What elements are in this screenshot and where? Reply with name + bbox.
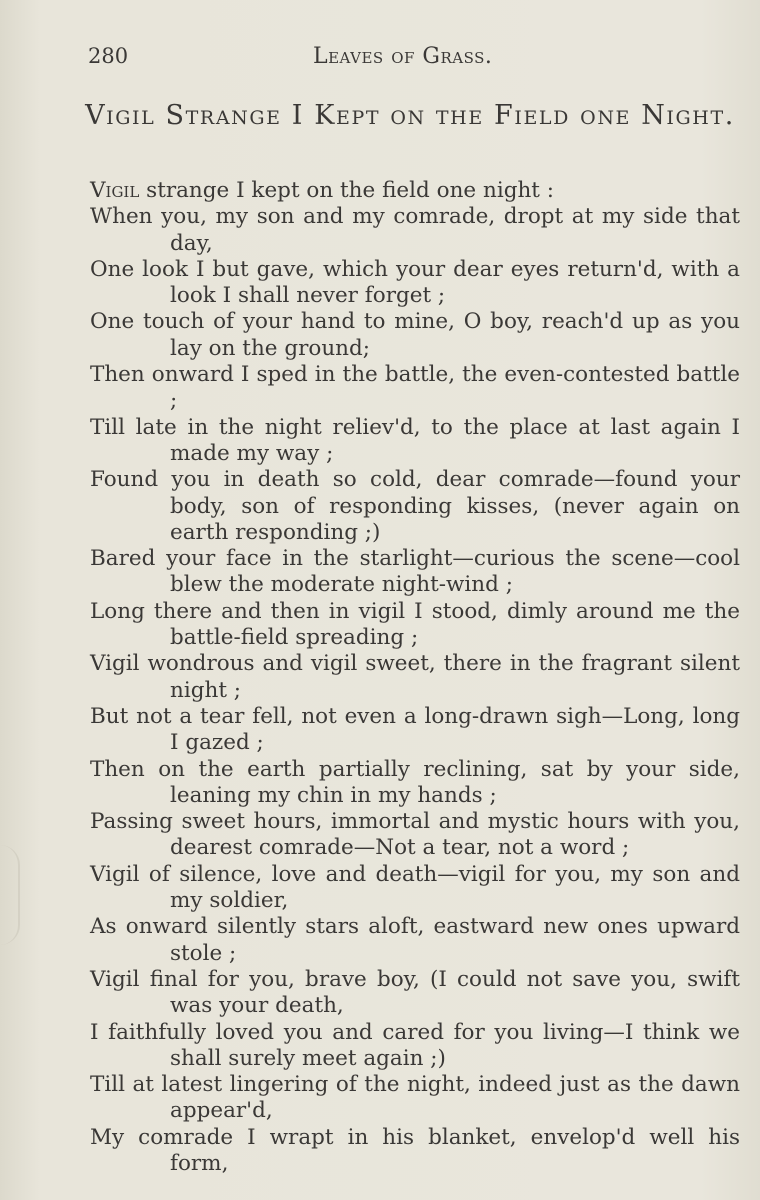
- poem-line: Vigil wondrous and vigil sweet, there in the fragrant silent night ;: [90, 651, 740, 703]
- poem-line: I faithfully loved you and cared for you living—I think we shall surely meet again ;): [90, 1019, 740, 1071]
- poem-line: [90, 178, 740, 204]
- poem-line-text: strange I kept on the field one night :: [139, 178, 555, 203]
- page-header: [88, 44, 730, 74]
- page-number: 280: [88, 44, 129, 68]
- poem-body: [90, 178, 740, 1177]
- poem-line: When you, my son and my comrade, dropt at my side that day,: [90, 204, 740, 256]
- page-edge-shadow: [0, 845, 20, 945]
- poem-line: My comrade I wrapt in his blanket, envelop'd well his form,: [90, 1124, 740, 1176]
- poem-line: Long there and then in vigil I stood, dimly around me the battle-field spreading ;: [90, 598, 740, 651]
- poem-line: Passing sweet hours, immortal and mystic hours with you, dearest comrade—Not a tear, not a word ;: [90, 809, 740, 861]
- poem-line: Then on the earth partially reclining, sat by your side, leaning my chin in my hands ;: [90, 756, 740, 808]
- poem-line: Bared your face in the starlight—curious the scene—cool blew the moderate night-wind ;: [90, 546, 740, 598]
- poem-first-word: Vigil: [90, 178, 140, 203]
- poem-line: But not a tear fell, not even a long-drawn sigh—Long, long I gazed ;: [90, 703, 740, 756]
- poem-line: Vigil of silence, love and death—vigil for you, my son and my soldier,: [90, 861, 740, 914]
- poem-line: Then onward I sped in the battle, the even-contested battle ;: [90, 362, 740, 414]
- poem-line: As onward silently stars aloft, eastward new ones upward stole ;: [90, 914, 740, 966]
- poem-line: One touch of your hand to mine, O boy, reach'd up as you lay on the ground;: [90, 309, 740, 361]
- poem-line: Till late in the night reliev'd, to the place at last again I made my way ;: [90, 414, 740, 466]
- poem-line: Found you in death so cold, dear comrade—found your body, son of responding kisses, (never again on earth responding ;): [90, 467, 740, 545]
- poem-title: Vigil Strange I Kept on the Field one Night.: [85, 100, 735, 131]
- running-head: Leaves of Grass.: [313, 44, 493, 69]
- poem-line: Vigil final for you, brave boy, (I could not save you, swift was your death,: [90, 966, 740, 1019]
- poem-line: Till at latest lingering of the night, indeed just as the dawn appear'd,: [90, 1072, 740, 1124]
- poem-line: One look I but gave, which your dear eyes return'd, with a look I shall never forget ;: [90, 256, 740, 309]
